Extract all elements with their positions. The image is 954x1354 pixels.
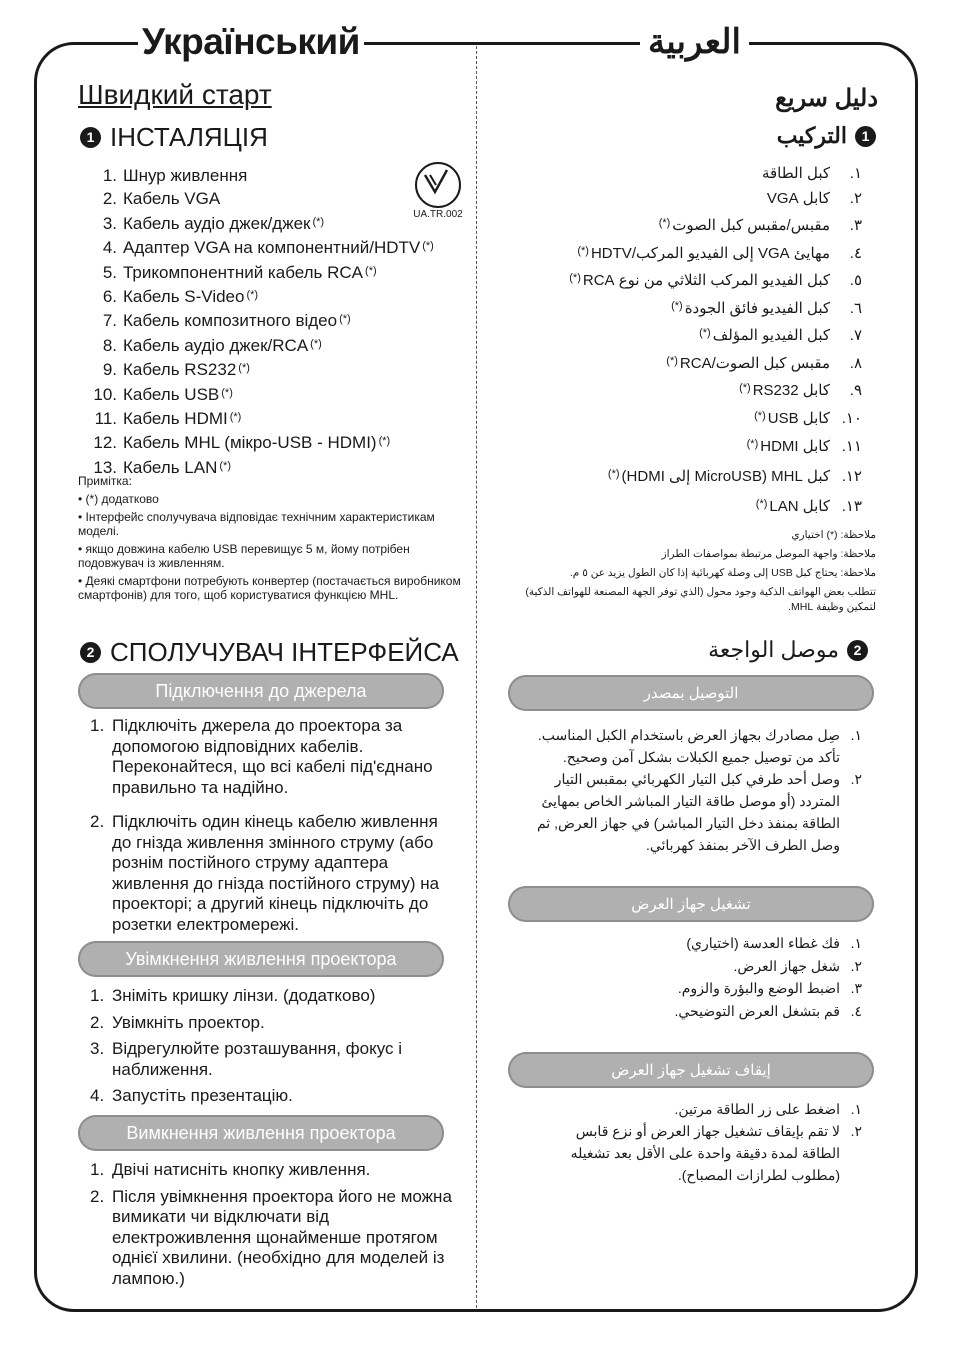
number-2-icon: 2 xyxy=(847,640,868,661)
item-text: كبل MHL (MicroUSB إلى HDMI) xyxy=(621,468,830,486)
note-item: ملاحظة: (*) اختياري xyxy=(791,529,876,541)
step-item xyxy=(522,932,862,955)
optional-marker: (*) xyxy=(754,410,766,423)
step-text: Відрегулюйте розташування, фокус і наближення. xyxy=(112,1039,403,1079)
item-text: مقبس/مقبس كبل الصوت xyxy=(672,217,830,234)
optional-marker: (*) xyxy=(658,217,671,229)
list-item xyxy=(86,187,436,210)
item-text: Адаптер VGA на компонентний/HDTV xyxy=(123,238,421,258)
number-1-icon: 1 xyxy=(855,126,876,147)
ua-connect-steps xyxy=(90,716,460,949)
optional-marker: (*) xyxy=(577,244,589,257)
list-item xyxy=(567,404,862,432)
item-number: ٨. xyxy=(849,354,862,372)
ua-power-on-steps xyxy=(90,986,460,1113)
item-text: Кабель аудіо джек/джек xyxy=(123,213,311,233)
ar-quick-start-title: دليل سريع xyxy=(775,85,878,112)
language-header-arabic: العربية xyxy=(640,20,749,64)
item-number: ٢. xyxy=(849,189,862,207)
list-item xyxy=(567,266,862,294)
step-item xyxy=(90,1013,460,1034)
item-text: كبل الطاقة xyxy=(761,165,830,182)
step-text: Запустіть презентацію. xyxy=(112,1086,293,1105)
list-item xyxy=(86,164,436,187)
step-text: صِل مصادرك بجهاز العرض باستخدام الكبل المناسب. تأكد من توصيل جميع الكبلات بشكل آمن وصحيح. xyxy=(537,727,840,765)
step-item xyxy=(90,986,460,1007)
step-text: شغل جهاز العرض. xyxy=(733,957,840,974)
item-number: 10. xyxy=(93,384,117,404)
list-item xyxy=(567,239,862,267)
number-2-icon: 2 xyxy=(80,642,101,663)
list-item xyxy=(86,382,436,406)
ua-cert-label: UA.TR.002 xyxy=(413,209,463,220)
item-number: 1. xyxy=(102,166,117,185)
note-item: • Інтерфейс сполучувача відповідає технічним характеристикам моделі. xyxy=(78,510,435,538)
item-text: Кабель HDMI xyxy=(123,409,228,429)
optional-marker: (*) xyxy=(739,382,751,395)
step-number: ٤. xyxy=(850,1002,862,1019)
item-text: كابل USB xyxy=(767,410,830,428)
step-number: 2. xyxy=(90,1186,105,1206)
list-item xyxy=(86,260,436,284)
ua-notes xyxy=(78,474,470,606)
optional-marker: (*) xyxy=(365,264,377,277)
optional-marker: (*) xyxy=(422,240,434,253)
ua-quick-start-title: Швидкий старт xyxy=(78,79,272,110)
item-text: كابل RS232 xyxy=(752,382,830,400)
item-number: 11. xyxy=(94,409,117,429)
optional-marker: (*) xyxy=(310,337,322,350)
step-item xyxy=(522,768,862,856)
optional-marker: (*) xyxy=(666,354,678,367)
step-number: 1. xyxy=(90,1160,105,1179)
ar-package-list xyxy=(567,162,862,520)
list-item xyxy=(567,211,862,239)
item-number: ١٣. xyxy=(841,498,862,516)
note-item: تتطلب بعض الهواتف الذكية وجود محول (الذي توفر الجهة المصنعة للهواتف الذكية) لتمكين وظيفة MHL. xyxy=(525,586,876,613)
item-number: ٩. xyxy=(849,382,862,400)
step-text: Зніміть кришку лінзи. (додатково) xyxy=(112,986,376,1005)
step-number: 1. xyxy=(90,716,105,735)
optional-marker: (*) xyxy=(219,459,231,472)
list-item xyxy=(567,162,862,187)
step-item xyxy=(522,724,862,768)
note-item: • якщо довжина кабелю USB перевищує 5 м, йому потрібен подовжувач із живленням. xyxy=(78,542,410,570)
step-number: ٣. xyxy=(850,980,862,996)
item-number: 12. xyxy=(93,433,117,453)
list-item xyxy=(86,235,436,259)
list-item xyxy=(86,357,436,381)
ar-power-on-header: تشغيل جهاز العرض xyxy=(508,886,874,922)
step-number: ١. xyxy=(850,1101,862,1117)
ar-interface-heading xyxy=(708,634,868,666)
optional-marker: (*) xyxy=(229,411,242,424)
item-text: Шнур живлення xyxy=(123,166,248,185)
step-item xyxy=(522,955,862,978)
item-text: Кабель композитного відео xyxy=(123,311,338,331)
note-item: ملاحظة: واجهة الموصل مرتبطة بمواصفات الطراز xyxy=(661,548,876,560)
list-item xyxy=(86,284,436,308)
item-text: كابل HDMI xyxy=(760,437,830,455)
item-text: Кабель RS232 xyxy=(123,360,237,380)
ar-interface-title: موصل الواجعة xyxy=(708,637,839,662)
step-number: ١. xyxy=(850,935,862,951)
step-number: 3. xyxy=(90,1039,105,1058)
step-text: اضغط على زر الطاقة مرتين. xyxy=(674,1101,840,1117)
step-text: Підключіть один кінець кабелю живлення до гнізда живлення змінного струму (або рознім постійного струму адаптера живлення до гнізда постійного струму) на проекторі; а другий кінець підключіть до розетки електромережі. xyxy=(112,812,440,934)
item-number: 13. xyxy=(93,457,117,477)
ar-notes xyxy=(520,528,876,619)
optional-marker: (*) xyxy=(221,386,233,399)
item-text: مقبس كبل الصوت/RCA xyxy=(679,354,830,372)
ua-power-off-steps xyxy=(90,1160,460,1295)
item-number: 4. xyxy=(102,238,117,258)
step-number: ٢. xyxy=(850,1123,862,1139)
step-text: اضبط الوضع والبؤرة والزوم. xyxy=(677,980,840,996)
ua-connect-source-header: Підключення до джерела xyxy=(78,673,444,709)
list-item xyxy=(567,294,862,322)
optional-marker: (*) xyxy=(378,435,391,448)
ua-power-off-header: Вимкнення живлення проектора xyxy=(78,1115,444,1151)
item-text: كبل الفيديو فائق الجودة xyxy=(684,299,830,317)
step-item xyxy=(90,1160,460,1181)
step-item xyxy=(90,812,460,935)
step-item xyxy=(542,1120,862,1186)
step-text: Підключіть джерела до проектора за допомогою відповідних кабелів. Переконайтеся, що всі кабелі під'єднано правильно та надійно. xyxy=(112,716,433,797)
item-number: ١. xyxy=(849,165,862,182)
item-text: Кабель MHL (мікро-USB - HDMI) xyxy=(123,433,377,453)
optional-marker: (*) xyxy=(238,362,250,375)
note-item: • (*) додатково xyxy=(78,492,159,506)
ua-installation-title: ІНСТАЛЯЦІЯ xyxy=(110,122,268,152)
step-text: لا تقم بإيقاف تشغيل جهاز العرض أو نزع قابس الطاقة لمدة دقيقة واحدة على الأقل بعد تشغيله (مطلوب لطرازات المصباح). xyxy=(570,1123,840,1183)
item-number: 5. xyxy=(102,262,117,282)
ar-power-off-header: إيقاف تشغيل جهاز العرض xyxy=(508,1052,874,1088)
item-number: ١٠. xyxy=(841,410,862,428)
ar-connect-steps xyxy=(522,724,862,856)
language-header-ukrainian: Український xyxy=(138,20,364,64)
list-item xyxy=(567,459,862,492)
step-item xyxy=(90,1086,460,1107)
item-text: Кабель USB xyxy=(123,384,220,404)
list-item xyxy=(86,406,436,430)
list-item xyxy=(86,308,436,332)
item-number: ٦. xyxy=(849,299,862,317)
ar-connect-source-header: التوصيل بمصدر xyxy=(508,675,874,711)
list-item xyxy=(567,432,862,460)
item-text: Кабель VGA xyxy=(123,189,221,209)
step-number: ٢. xyxy=(850,771,862,787)
list-item xyxy=(86,211,436,235)
optional-marker: (*) xyxy=(339,313,351,326)
item-number: 8. xyxy=(102,335,117,355)
item-number: 2. xyxy=(102,189,117,209)
ar-power-off-steps xyxy=(542,1098,862,1186)
step-number: ١. xyxy=(850,727,862,743)
item-text: كبل الفيديو المركب الثلاثي من نوع RCA xyxy=(582,272,830,290)
item-number: 7. xyxy=(102,311,117,331)
ua-interface-heading xyxy=(76,636,459,668)
list-item xyxy=(86,333,436,357)
item-text: كبل الفيديو المؤلف xyxy=(712,327,830,345)
number-1-icon: 1 xyxy=(80,127,101,148)
list-item xyxy=(567,376,862,404)
item-number: ٣. xyxy=(849,217,862,234)
step-item xyxy=(90,1039,460,1080)
item-text: كابل LAN xyxy=(769,498,830,516)
optional-marker: (*) xyxy=(246,289,259,302)
item-text: Трикомпонентний кабель RCA xyxy=(123,262,364,282)
optional-marker: (*) xyxy=(755,498,768,511)
list-item xyxy=(567,187,862,212)
item-text: Кабель S-Video xyxy=(123,287,245,307)
item-number: ٧. xyxy=(849,327,862,345)
item-number: ٥. xyxy=(849,272,862,290)
step-item xyxy=(90,1187,460,1290)
ar-installation-title: التركيب xyxy=(776,123,847,148)
step-item xyxy=(90,716,460,798)
step-item xyxy=(542,1098,862,1120)
item-text: كابل VGA xyxy=(766,189,830,207)
note-item: • Деякі смартфони потребують конвертер (постачається виробником смартфонів) для того, щоб користуватися функцією MHL. xyxy=(78,574,461,602)
optional-marker: (*) xyxy=(746,437,759,450)
list-item xyxy=(567,349,862,377)
step-text: فك غطاء العدسة (اختياري) xyxy=(686,935,840,951)
step-item xyxy=(522,977,862,1000)
ua-power-on-header: Увімкнення живлення проектора xyxy=(78,941,444,977)
step-text: قم بتشغل العرض التوضيحي. xyxy=(674,1002,840,1019)
note-item: ملاحظة: يحتاج كبل USB إلى وصلة كهربائية إذا كان الطول يزيد عن ٥ م. xyxy=(569,567,876,579)
step-number: 2. xyxy=(90,812,105,831)
step-number: 4. xyxy=(90,1086,105,1105)
item-number: 3. xyxy=(102,213,117,233)
step-text: Двічі натисніть кнопку живлення. xyxy=(112,1160,371,1179)
list-item xyxy=(86,430,436,454)
ua-note-title: Примітка: xyxy=(78,474,132,488)
item-text: مهايئ VGA إلى الفيديو المركب/HDTV xyxy=(590,244,830,262)
ar-installation-heading xyxy=(777,120,876,152)
ua-package-list xyxy=(86,164,436,479)
ar-power-on-steps xyxy=(522,932,862,1022)
list-item xyxy=(567,492,862,520)
step-number: 1. xyxy=(90,986,105,1005)
optional-marker: (*) xyxy=(607,468,620,481)
item-number: ١٢. xyxy=(841,468,862,486)
step-text: Після увімкнення проектора його не можна вимикати чи відключати від електроживлення щонайменше протягом однієї хвилини. (необхідно для моделей із лампою.) xyxy=(112,1186,452,1288)
item-text: Кабель аудіо джек/RCA xyxy=(123,335,309,355)
ua-installation-heading xyxy=(76,121,268,153)
step-text: وصل أحد طرفي كبل التيار الكهربائي بمقبس التيار المتردد (أو موصل طاقة التيار المباشر الخاص بمهايئ الطاقة بمنفذ دخل التيار المباشر) في جهاز العرض, ثم وصل الطرف الآخر بمنفذ كهربائي. xyxy=(536,771,840,853)
step-item xyxy=(522,1000,862,1023)
list-item xyxy=(567,321,862,349)
step-number: 2. xyxy=(90,1012,105,1032)
item-number: ٤. xyxy=(849,244,862,262)
step-number: ٢. xyxy=(850,957,862,974)
ua-interface-title: СПОЛУЧУВАЧ ІНТЕРФЕЙСА xyxy=(110,637,459,667)
step-text: Увімкніть проектор. xyxy=(112,1012,265,1032)
optional-marker: (*) xyxy=(312,215,325,228)
column-divider xyxy=(476,46,477,1308)
item-number: ١١. xyxy=(841,437,862,455)
optional-marker: (*) xyxy=(569,272,581,285)
item-text: Кабель LAN xyxy=(123,457,218,477)
optional-marker: (*) xyxy=(699,327,711,340)
item-number: 9. xyxy=(102,360,117,380)
item-number: 6. xyxy=(102,287,117,307)
optional-marker: (*) xyxy=(671,299,683,312)
